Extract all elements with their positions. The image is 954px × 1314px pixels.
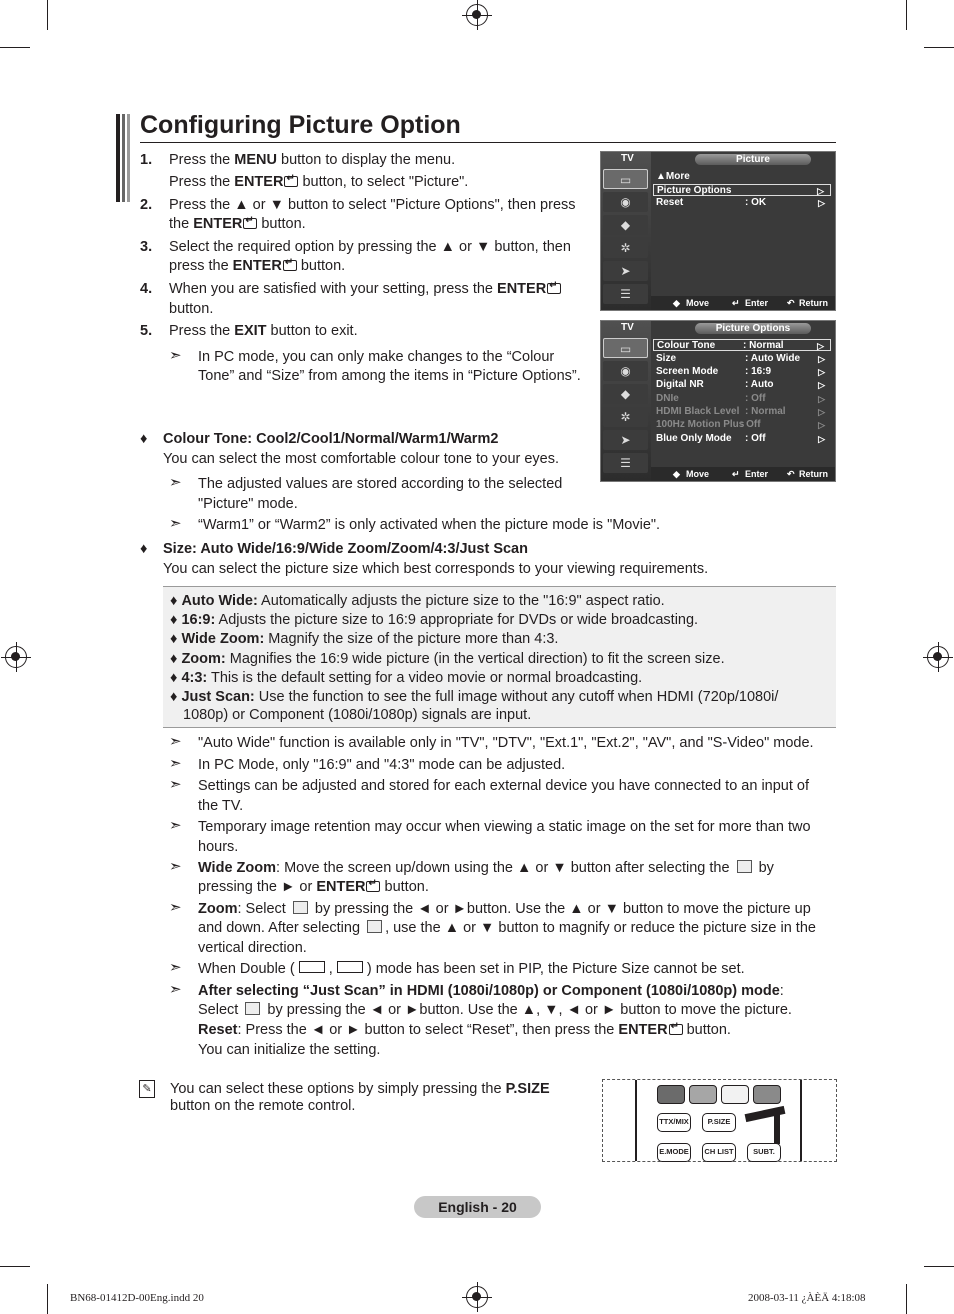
page-number: English - 20 bbox=[414, 1196, 541, 1218]
menu-tv-label: TV bbox=[621, 322, 634, 333]
tip-line-2: button on the remote control. bbox=[170, 1098, 356, 1114]
list-item: ♦ Just Scan: Use the function to see the full image without any cutoff when HDMI (720p/1080i/ bbox=[170, 689, 779, 705]
row-label: Size bbox=[656, 353, 677, 364]
note-text: and down. After selecting bbox=[198, 920, 361, 936]
menu-key: MENU bbox=[234, 152, 277, 168]
row-label: Digital NR bbox=[656, 379, 704, 390]
sound-icon[interactable]: ◉ bbox=[603, 192, 648, 212]
menu-row[interactable] bbox=[656, 171, 831, 183]
crop-mark bbox=[906, 1284, 907, 1314]
enter-icon bbox=[547, 283, 561, 294]
step-number: 4. bbox=[140, 281, 153, 297]
step-text: button. bbox=[257, 216, 306, 232]
step-5-line-1 bbox=[169, 323, 358, 339]
enter-icon: ↵ bbox=[732, 469, 740, 479]
submenu-arrow-icon: ▷ bbox=[818, 407, 825, 417]
menu-row[interactable] bbox=[656, 379, 831, 391]
row-value: : Off bbox=[740, 419, 761, 430]
registration-mark-icon bbox=[466, 4, 488, 26]
menu-row[interactable] bbox=[653, 184, 831, 196]
application-icon[interactable]: ☰ bbox=[603, 284, 648, 304]
list-item: ♦ 16:9: Adjusts the picture size to 16:9 appropriate for DVDs or wide broadcasting. bbox=[170, 612, 699, 628]
note-arrow-icon: ➣ bbox=[169, 959, 182, 976]
size-options-box bbox=[163, 586, 836, 728]
registration-mark-icon bbox=[927, 646, 949, 668]
note-arrow-icon: ➣ bbox=[169, 858, 182, 875]
bullet-diamond-icon: ♦ bbox=[140, 541, 148, 557]
submenu-arrow-icon: ▷ bbox=[818, 367, 825, 377]
pc-note-line-1: In PC mode, you can only make changes to the “Colour bbox=[198, 349, 555, 365]
note-text: : bbox=[779, 983, 784, 999]
tip-line-1 bbox=[170, 1081, 550, 1097]
menu-row bbox=[656, 406, 831, 418]
note-arrow-icon: ➣ bbox=[169, 515, 182, 532]
crop-mark bbox=[906, 0, 907, 30]
enter-key: ENTER bbox=[497, 281, 547, 297]
registration-mark-icon bbox=[466, 1286, 488, 1308]
note-wide-zoom-line-1 bbox=[198, 860, 774, 876]
step-4-line-1 bbox=[169, 281, 561, 297]
menu-row bbox=[656, 419, 831, 431]
list-item: ♦ Zoom: Magnifies the 16:9 wide picture (in the vertical direction) to fit the screen size. bbox=[170, 651, 725, 667]
remote-illustration bbox=[602, 1079, 837, 1162]
enter-icon: ↵ bbox=[732, 298, 740, 308]
page-title: Configuring Picture Option bbox=[140, 111, 461, 139]
row-value: : OK bbox=[745, 197, 767, 208]
list-item-continued: 1080p) or Component (1080i/1080p) signals are input. bbox=[183, 707, 532, 723]
menu-tv-label: TV bbox=[621, 153, 634, 164]
option-label: Just Scan: bbox=[181, 689, 255, 705]
row-label: Reset bbox=[656, 197, 684, 208]
crop-mark bbox=[924, 47, 954, 48]
date-slug: 2008-03-11 ¿ÀÈÄ 4:18:08 bbox=[748, 1292, 866, 1304]
screen-position-icon bbox=[293, 901, 308, 914]
note-retention-line-1: Temporary image retention may occur when viewing a static image on the set for more than two bbox=[198, 819, 811, 835]
option-text: Magnifies the 16:9 wide picture (in the vertical direction) to fit the screen size. bbox=[225, 651, 725, 667]
enter-icon bbox=[366, 881, 380, 892]
row-label: HDMI Black Level bbox=[656, 406, 740, 417]
tip-icon: ✎ bbox=[139, 1080, 155, 1098]
note-just-scan-line-3 bbox=[198, 1022, 731, 1038]
step-1-line-1 bbox=[169, 152, 455, 168]
picture-icon[interactable]: ▭ bbox=[603, 169, 648, 189]
note-keyword: Reset bbox=[198, 1022, 238, 1038]
note-just-scan-line-4: You can initialize the setting. bbox=[198, 1042, 381, 1058]
sidebar-bar bbox=[127, 114, 130, 202]
submenu-arrow-icon: ▷ bbox=[817, 186, 824, 196]
row-label: Screen Mode bbox=[656, 366, 719, 377]
step-text: button to exit. bbox=[266, 323, 358, 339]
row-value: : Auto bbox=[745, 379, 774, 390]
size-desc: You can select the picture size which best corresponds to your viewing requirements. bbox=[163, 561, 709, 577]
colour-tone-note-2: “Warm1” or “Warm2” is only activated when the picture mode is "Movie". bbox=[198, 517, 661, 533]
note-zoom-line-2 bbox=[198, 920, 816, 936]
note-pip bbox=[198, 961, 745, 977]
remote-emode-button[interactable]: E.MODE bbox=[657, 1143, 691, 1162]
submenu-arrow-icon: ▷ bbox=[818, 420, 825, 430]
note-just-scan-line-2 bbox=[198, 1002, 792, 1018]
remote-body-edge bbox=[635, 1080, 637, 1161]
screen-position-icon bbox=[245, 1002, 260, 1015]
enter-icon bbox=[283, 260, 297, 271]
step-number: 1. bbox=[140, 152, 153, 168]
step-text: the bbox=[169, 216, 194, 232]
pip-double-icon bbox=[299, 961, 325, 973]
picture-icon[interactable]: ▭ bbox=[603, 338, 648, 358]
note-text: button. bbox=[682, 1022, 731, 1038]
option-label: Wide Zoom: bbox=[181, 631, 265, 647]
exit-key: EXIT bbox=[234, 323, 267, 339]
submenu-arrow-icon: ▷ bbox=[818, 380, 825, 390]
list-item: ♦ Auto Wide: Automatically adjusts the picture size to the "16:9" aspect ratio. bbox=[170, 593, 665, 609]
note-just-scan-line-1 bbox=[198, 983, 784, 999]
colour-tone-note-1-line-1: The adjusted values are stored according to the selected bbox=[198, 476, 563, 492]
row-value: : Normal bbox=[743, 340, 784, 351]
submenu-arrow-icon: ▷ bbox=[818, 434, 825, 444]
note-arrow-icon: ➣ bbox=[169, 817, 182, 834]
list-item: ♦ Wide Zoom: Magnify the size of the picture more than 4:3. bbox=[170, 631, 559, 647]
move-icon: ◆ bbox=[673, 469, 680, 479]
step-text: button. bbox=[296, 258, 346, 274]
return-icon: ↶ bbox=[787, 298, 795, 308]
screen-position-icon bbox=[737, 860, 752, 873]
row-label: Picture Options bbox=[657, 185, 732, 196]
remote-psize-button[interactable]: P.SIZE bbox=[702, 1113, 736, 1132]
row-label: Blue Only Mode bbox=[656, 433, 732, 444]
note-text: : Move the screen up/down using the ▲ or ▼ button after selecting the bbox=[276, 860, 730, 876]
option-text: Use the function to see the full image without any cutoff when HDMI (720p/1080i/ bbox=[254, 689, 779, 705]
note-arrow-icon: ➣ bbox=[169, 474, 182, 491]
menu-row[interactable] bbox=[656, 353, 831, 365]
setup-icon[interactable]: ✲ bbox=[603, 407, 648, 427]
step-3-line-2 bbox=[169, 258, 345, 274]
menu-row[interactable] bbox=[656, 366, 831, 378]
footer-return: Return bbox=[799, 298, 828, 308]
input-icon[interactable]: ➤ bbox=[603, 430, 648, 450]
note-arrow-icon: ➣ bbox=[169, 776, 182, 793]
colour-tone-desc: You can select the most comfortable colour tone to your eyes. bbox=[163, 451, 560, 467]
pip-double-icon bbox=[337, 961, 363, 973]
note-text: by pressing the ◄ or ►button. Use the ▲, ▼, ◄ or ► button to move the picture. bbox=[267, 1002, 792, 1018]
sidebar-bar bbox=[122, 114, 125, 202]
step-text: Press the bbox=[169, 174, 235, 190]
note-text: : Select bbox=[237, 901, 286, 917]
step-text: Press the bbox=[169, 323, 235, 339]
crop-mark bbox=[924, 1266, 954, 1267]
step-text: button, to select "Picture". bbox=[298, 174, 469, 190]
note-auto-wide: "Auto Wide" function is available only in "TV", "DTV", "Ext.1", "Ext.2", "AV", and "S-Video" mode. bbox=[198, 735, 814, 751]
note-text: pressing the ► or bbox=[198, 879, 317, 895]
note-retention-line-2: hours. bbox=[198, 839, 239, 855]
crop-mark bbox=[47, 0, 48, 30]
note-text: When Double ( bbox=[198, 961, 295, 977]
sidebar-bar bbox=[116, 114, 120, 202]
remote-chlist-button[interactable]: CH LIST bbox=[702, 1143, 736, 1162]
registration-mark-icon bbox=[5, 646, 27, 668]
submenu-arrow-icon: ▷ bbox=[818, 354, 825, 364]
enter-icon bbox=[243, 218, 257, 229]
step-3-line-1: Select the required option by pressing the ▲ or ▼ button, then bbox=[169, 239, 571, 255]
enter-key: ENTER bbox=[232, 258, 282, 274]
note-pc-mode: In PC Mode, only "16:9" and "4:3" mode can be adjusted. bbox=[198, 757, 566, 773]
size-heading: Size: Auto Wide/16:9/Wide Zoom/Zoom/4:3/Just Scan bbox=[163, 541, 528, 557]
enter-key: ENTER bbox=[618, 1022, 668, 1038]
note-keyword: After selecting “Just Scan” in HDMI (1080i/1080p) or Component (1080i/1080p) mode bbox=[198, 983, 780, 999]
bullet-diamond-icon: ♦ bbox=[140, 431, 148, 447]
note-text: by pressing the ◄ or ►button. Use the ▲ or ▼ button to move the picture up bbox=[314, 901, 811, 917]
title-rule bbox=[140, 142, 836, 143]
menu-footer bbox=[651, 467, 835, 481]
step-number: 3. bbox=[140, 239, 153, 255]
footer-enter: Enter bbox=[745, 298, 769, 308]
option-label: 4:3: bbox=[181, 670, 208, 686]
note-keyword: Wide Zoom bbox=[198, 860, 277, 876]
note-zoom-line-3: vertical direction. bbox=[198, 940, 307, 956]
option-text: Automatically adjusts the picture size to the "16:9" aspect ratio. bbox=[257, 593, 665, 609]
note-arrow-icon: ➣ bbox=[169, 755, 182, 772]
note-arrow-icon: ➣ bbox=[169, 733, 182, 750]
step-number: 2. bbox=[140, 197, 153, 213]
tv-menu-picture bbox=[600, 151, 836, 311]
row-label: DNIe bbox=[656, 393, 679, 404]
crop-mark bbox=[0, 1266, 30, 1267]
note-arrow-icon: ➣ bbox=[169, 899, 182, 916]
option-label: Zoom: bbox=[181, 651, 226, 667]
return-icon: ↶ bbox=[787, 469, 795, 479]
note-text: : Press the ◄ or ► button to select “Reset”, then press the bbox=[237, 1022, 619, 1038]
remote-red-button[interactable] bbox=[657, 1085, 685, 1104]
menu-footer bbox=[651, 296, 835, 310]
footer-move: Move bbox=[686, 298, 710, 308]
pointer-arrow-icon bbox=[774, 1114, 780, 1144]
option-text: Adjusts the picture size to 16:9 appropriate for DVDs or wide broadcasting. bbox=[215, 612, 699, 628]
footer-enter: Enter bbox=[745, 469, 769, 479]
option-label: Auto Wide: bbox=[181, 593, 258, 609]
footer-move: Move bbox=[686, 469, 710, 479]
note-zoom-line-1 bbox=[198, 901, 811, 917]
note-arrow-icon: ➣ bbox=[169, 981, 182, 998]
enter-icon bbox=[669, 1024, 683, 1035]
step-number: 5. bbox=[140, 323, 153, 339]
row-value: : Off bbox=[745, 433, 766, 444]
enter-key: ENTER bbox=[316, 879, 366, 895]
note-wide-zoom-line-2 bbox=[198, 879, 429, 895]
row-value: : Normal bbox=[745, 406, 786, 417]
colour-tone-heading: Colour Tone: Cool2/Cool1/Normal/Warm1/Warm2 bbox=[163, 431, 499, 447]
step-text: button to display the menu. bbox=[276, 152, 456, 168]
option-text: Magnify the size of the picture more than 4:3. bbox=[264, 631, 559, 647]
note-text: , use the ▲ or ▼ button to magnify or reduce the picture size in the bbox=[385, 920, 816, 936]
row-value: : Off bbox=[745, 393, 766, 404]
crop-mark bbox=[0, 47, 30, 48]
tv-menu-picture-options bbox=[600, 320, 836, 482]
step-text: Press the bbox=[169, 152, 235, 168]
pc-note-line-2: Tone” and “Size” from among the items in “Picture Options”. bbox=[198, 368, 581, 384]
footer-return: Return bbox=[799, 469, 828, 479]
menu-header: Picture bbox=[695, 154, 811, 165]
enter-key: ENTER bbox=[193, 216, 243, 232]
psize-key: P.SIZE bbox=[505, 1081, 550, 1097]
option-text: This is the default setting for a video movie or normal broadcasting. bbox=[207, 670, 643, 686]
submenu-arrow-icon: ▷ bbox=[817, 341, 824, 351]
note-text: button. bbox=[380, 879, 429, 895]
step-1-line-2 bbox=[169, 174, 468, 190]
sound-icon[interactable]: ◉ bbox=[603, 361, 648, 381]
note-keyword: Zoom bbox=[198, 901, 238, 917]
channel-icon[interactable]: ◆ bbox=[603, 215, 648, 235]
menu-row[interactable] bbox=[653, 339, 831, 351]
submenu-arrow-icon: ▷ bbox=[818, 198, 825, 208]
file-slug: BN68-01412D-00Eng.indd 20 bbox=[70, 1292, 204, 1304]
menu-row[interactable] bbox=[656, 197, 831, 209]
application-icon[interactable]: ☰ bbox=[603, 453, 648, 473]
note-text: Select bbox=[198, 1002, 239, 1018]
remote-blue-button[interactable] bbox=[753, 1085, 781, 1104]
row-value: : Auto Wide bbox=[745, 353, 801, 364]
row-label: Colour Tone bbox=[657, 340, 716, 351]
note-text: by bbox=[758, 860, 774, 876]
step-2-line-2 bbox=[169, 216, 306, 232]
list-item: ♦ 4:3: This is the default setting for a video movie or normal broadcasting. bbox=[170, 670, 643, 686]
step-4-line-2: button. bbox=[169, 301, 214, 317]
enter-key: ENTER bbox=[234, 174, 284, 190]
colour-tone-note-1-line-2: "Picture" mode. bbox=[198, 496, 298, 512]
option-label: 16:9: bbox=[181, 612, 216, 628]
move-icon: ◆ bbox=[673, 298, 680, 308]
step-text: press the bbox=[169, 258, 233, 274]
enter-icon bbox=[284, 176, 298, 187]
menu-row bbox=[656, 393, 831, 405]
screen-size-icon bbox=[367, 920, 382, 933]
menu-row[interactable] bbox=[656, 433, 831, 445]
remote-body-edge bbox=[800, 1080, 802, 1161]
row-label: 100Hz Motion Plus bbox=[656, 419, 745, 430]
remote-subt-button[interactable]: SUBT. bbox=[747, 1143, 781, 1162]
row-value: : 16:9 bbox=[745, 366, 772, 377]
note-settings-line-1: Settings can be adjusted and stored for each external device you have connected to an input of bbox=[198, 778, 810, 794]
menu-header: Picture Options bbox=[695, 323, 811, 334]
input-icon[interactable]: ➤ bbox=[603, 261, 648, 281]
note-text: ) mode has been set in PIP, the Picture Size cannot be set. bbox=[366, 961, 745, 977]
step-text: When you are satisfied with your setting, press the bbox=[169, 281, 498, 297]
tip-text: You can select these options by simply pressing the bbox=[170, 1081, 506, 1097]
remote-green-button[interactable] bbox=[689, 1085, 717, 1104]
step-2-line-1: Press the ▲ or ▼ button to select "Picture Options", then press bbox=[169, 197, 576, 213]
remote-yellow-button[interactable] bbox=[721, 1085, 749, 1104]
channel-icon[interactable]: ◆ bbox=[603, 384, 648, 404]
note-settings-line-2: the TV. bbox=[198, 798, 244, 814]
submenu-arrow-icon: ▷ bbox=[818, 394, 825, 404]
setup-icon[interactable]: ✲ bbox=[603, 238, 648, 258]
note-arrow-icon: ➣ bbox=[169, 347, 182, 364]
remote-ttx-button[interactable]: TTX/MIX bbox=[657, 1113, 691, 1132]
row-label: ▲More bbox=[656, 171, 690, 182]
crop-mark bbox=[47, 1284, 48, 1314]
note-text: , bbox=[328, 961, 333, 977]
